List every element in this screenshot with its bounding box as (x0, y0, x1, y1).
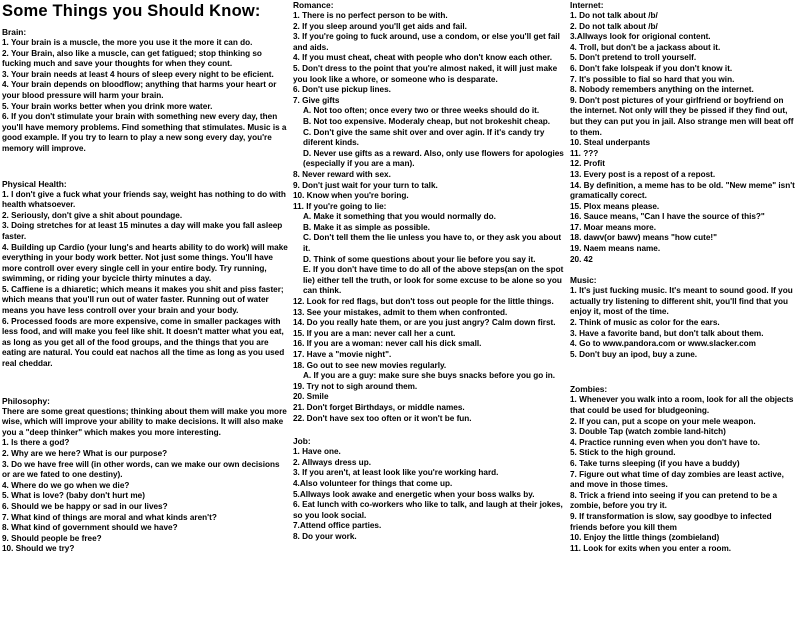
list-item: 1. Your brain is a muscle, the more you use it the more it can do. (2, 38, 253, 47)
list-item: 7. What kind of things are moral and what kinds aren't? (2, 512, 217, 522)
list-item: 3. Double Tap (watch zombie land-hitch) (570, 427, 726, 437)
list-item: 5.Allways look awake and energetic when your boss walks by. (293, 489, 535, 499)
list-item: 2. Allways dress up. (293, 457, 371, 467)
list-item: 3. Have a favorite band, but don't talk about them. (570, 328, 764, 338)
list-item: 2. Think of music as color for the ears. (570, 318, 720, 328)
list-item: 3.Allways look for origional content. (570, 32, 711, 42)
list-item: 5. What is love? (baby don't hurt me) (2, 491, 145, 501)
sub-list-item: D. Think of some questions about your lie before you say it. (303, 254, 536, 264)
sub-list-item: C. Don't give the same shit over and over agin. If it's candy try diferent kinds. (303, 127, 545, 148)
list-item: 5. Stick to the high ground. (570, 448, 676, 458)
list-item: 1. It's just fucking music. It's meant to sound good. If you actually try listening to different shit, you'll find that you enjoy it, most of the time. (570, 286, 793, 317)
list-item: 4. Building up Cardio (your lung's and hearts ability to do work) will make everything in your body work better. Not just some things. You'll have more controll over every single cell in your entire body. Try running, swimming, or riding your bycicle thirty minutes a day. (2, 242, 288, 284)
list-item: 3. Do we have free will (in other words, can we make our own decisions or are we fated to one destiny). (2, 459, 280, 480)
list-item: 8. Never reward with sex. (293, 169, 391, 179)
sub-list-item: A. Not too often; once every two or three weeks should do it. (303, 106, 540, 116)
column-right (570, 0, 798, 644)
section-zombies (570, 384, 798, 554)
list-item: 15. If you are a man: never call her a cunt. (293, 328, 456, 338)
list-item: 1. Whenever you walk into a room, look for all the objects that could be used for bludgeoning. (570, 395, 794, 415)
list-item: 17. Have a "movie night". (293, 350, 392, 359)
column-middle (293, 0, 565, 644)
list-item: 14. By definition, a meme has to be old. "New meme" isn't gramatically corect. (570, 180, 795, 201)
section-heading: Romance: (293, 0, 334, 10)
list-item: 8. Trick a friend into seeing if you can pretend to be a zombie, before you try it. (570, 490, 778, 511)
section-heading: Zombies: (570, 384, 608, 395)
list-item: 10. Enjoy the little things (zombieland) (570, 533, 720, 543)
list-item: 2. Do not talk about /b/ (570, 21, 658, 31)
list-item: 6. Don't use pickup lines. (293, 85, 391, 95)
list-item: 11. If you're going to lie: (293, 201, 387, 211)
section-heading: Brain: (2, 27, 27, 37)
list-item: 1. Is there a god? (2, 438, 70, 448)
list-item: 9. Should people be free? (2, 533, 102, 543)
sub-list-item: A. If you are a guy: make sure she buys snacks before you go in. (303, 371, 556, 381)
list-item: 18. Go out to see new movies regularly. (293, 360, 447, 370)
sub-list-item: B. Make it as simple as possible. (303, 222, 430, 232)
section-heading: Job: (293, 436, 311, 447)
section-heading: Physical Health: (2, 178, 67, 189)
list-item: 5. Caffiene is a dhiaretic; which means it makes you shit and piss faster; which means that you'll run out of water faster. Running out of water means you have less controll over your brain and your body. (2, 284, 284, 316)
list-item: 19. Try not to sigh around them. (293, 381, 418, 391)
list-item: 11. Look for exits when you enter a room. (570, 543, 732, 553)
list-item: 12. Look for red flags, but don't toss out people for the little things. (293, 297, 554, 307)
list-item: 6. Eat lunch with co-workers who like to talk, and laugh at their jokes, so you look social. (293, 500, 563, 520)
list-item: 3. Doing stretches for at least 15 minutes a day will make you fall asleep faster. (2, 221, 283, 241)
list-item: 2. Why are we here? What is our purpose? (2, 449, 168, 458)
list-item: 14. Do you really hate them, or are you just angry? Calm down first. (293, 318, 556, 328)
list-item: 9. Don't post pictures of your girlfriend or boyfriend on the internet. Not only will they be pissed if they find out, but they can put you in jail. Also strange men will beat off to them. (570, 95, 794, 137)
list-item: 20. 42 (570, 254, 593, 264)
list-item: 7. It's possible to fial so hard that you win. (570, 74, 735, 84)
list-item: 3. If you're going to fuck around, use a condom, or else you'll get fail and aids. (293, 32, 560, 52)
list-item: 4. Troll, but don't be a jackass about it. (570, 42, 721, 52)
list-item: 6. Should we be happy or sad in our lives? (2, 501, 168, 511)
list-item: 1. There is no perfect person to be with. (293, 11, 448, 20)
list-item: 7. Figure out what time of day zombies are least active, and move in those times. (570, 469, 784, 490)
list-item: 7.Attend office parties. (293, 521, 382, 531)
section-internet (570, 0, 798, 265)
section-physicalhealth (2, 179, 288, 370)
list-item: 21. Don't forget Birthdays, or middle names. (293, 402, 465, 412)
list-item: 2. Your Brain, also like a muscle, can get fatigued; stop thinking so fucking much and save your thoughts for when they count. (2, 48, 262, 69)
list-item: 5. Don't buy an ipod, buy a zune. (570, 349, 698, 359)
list-item: 1. Do not talk about /b/ (570, 11, 658, 20)
list-item: 8. What kind of government should we have? (2, 523, 178, 533)
page-title: Some Things you Should Know: (2, 2, 261, 20)
list-item: 11. ??? (570, 148, 599, 158)
list-item: 5. Your brain works better when you drink more water. (2, 101, 213, 111)
list-item: 4. If you must cheat, cheat with people who don't know each other. (293, 53, 552, 63)
list-item: 4. Your brain depends on bloodflow; anything that harms your heart or your blood pressure will harm your brain. (2, 80, 277, 100)
list-item: 6. Take turns sleeping (if you have a buddy) (570, 458, 740, 468)
list-item: 19. Naem means name. (570, 244, 661, 254)
list-item: 10. Know when you're boring. (293, 191, 409, 201)
list-item: 17. Moar means more. (570, 222, 657, 232)
list-item: 16. If you are a woman: never call his dick small. (293, 339, 482, 349)
section-heading: Philosophy: (2, 395, 50, 406)
list-item: 4. Go to www.pandora.com or www.slacker.com (570, 339, 756, 349)
list-item: 13. Every post is a repost of a repost. (570, 169, 716, 179)
list-item: 20. Smile (293, 392, 329, 402)
list-item: 3. If you aren't, at least look like you're working hard. (293, 468, 499, 478)
list-item: 1. I don't give a fuck what your friends say, weight has nothing to do with health whatsoever. (2, 189, 286, 210)
section-job (293, 436, 565, 542)
list-item: 5. Don't dress to the point that you're almost naked, it will just make you look like a whore, or someone who is desparate. (293, 63, 558, 84)
sub-list-item: D. Never use gifts as a reward. Also, only use flowers for apologies (especially if you are a man). (303, 148, 564, 169)
section-brain (2, 27, 288, 155)
section-music (570, 275, 798, 360)
column-left (2, 0, 288, 644)
list-item: 18. dawv(or bawv) means "how cute!" (570, 233, 717, 243)
sub-list-item: C. Don't tell them the lie unless you have to, or they ask you about it. (303, 233, 562, 254)
list-item: There are some great questions; thinking about them will make you more wise, which will improve your ability to make decisions. It will also make you a "deep thinker" which makes you more interesting. (2, 406, 287, 437)
list-item: 8. Nobody remembers anything on the internet. (570, 85, 754, 95)
list-item: 2. If you can, put a scope on your mele weapon. (570, 416, 756, 426)
list-item: 2. If you sleep around you'll get aids and fail. (293, 21, 467, 31)
list-item: 5. Don't pretend to troll yourself. (570, 53, 697, 63)
list-item: 2. Seriously, don't give a shit about poundage. (2, 210, 183, 220)
list-item: 12. Profit (570, 159, 606, 169)
list-item: 6. Don't fake lolspeak if you don't know it. (570, 63, 733, 73)
section-philosophy (2, 396, 288, 555)
list-item: 10. Steal underpants (570, 138, 651, 148)
section-heading: Music: (570, 275, 597, 286)
list-item: 16. Sauce means, "Can I have the source of this?" (570, 212, 765, 222)
sub-list-item: A. Make it something that you would normally do. (303, 212, 496, 222)
list-item: 6. If you don't stimulate your brain with something new every day, then you'll have memory problems. Find something that stimulates. Music is a good example. If you try to learn to play a new song every day, you're memory will improve. (2, 112, 287, 153)
list-item: 10. Should we try? (2, 544, 75, 554)
list-item: 1. Have one. (293, 447, 341, 457)
sub-list-item: B. Not too expensive. Moderaly cheap, but not brokeshit cheap. (303, 116, 551, 126)
list-item: 6. Processed foods are more expensive, come in smaller packages with less food, and will make you feel like shit. It doesn't matter what you eat, as long as you get all of the food groups, and the things that you are eating are natural. You could eat nachos all the time as long as you used real cheddar. (2, 316, 285, 369)
list-item: 22. Don't have sex too often or it won't be fun. (293, 413, 472, 423)
list-item: 9. If transformation is slow, say goodbye to infected friends before you kill them (570, 511, 772, 532)
list-item: 4. Where do we go when we die? (2, 480, 130, 490)
section-heading: Internet: (570, 0, 604, 10)
list-item: 3. Your brain needs at least 4 hours of sleep every night to be eficient. (2, 69, 274, 79)
list-item: 4.Also volunteer for things that come up. (293, 478, 453, 488)
list-item: 4. Practice running even when you don't have to. (570, 437, 760, 447)
list-item: 8. Do your work. (293, 531, 357, 541)
list-item: 15. Plox means please. (570, 201, 660, 211)
list-item: 13. See your mistakes, admit to them when confronted. (293, 307, 508, 317)
section-romance (293, 0, 565, 424)
list-item: 9. Don't just wait for your turn to talk. (293, 180, 438, 190)
sub-list-item: E. If you don't have time to do all of the above steps(an on the spot lie) either tell the truth, or look for some excuse to be alone so you can think. (303, 265, 564, 296)
list-item: 7. Give gifts (293, 95, 340, 105)
